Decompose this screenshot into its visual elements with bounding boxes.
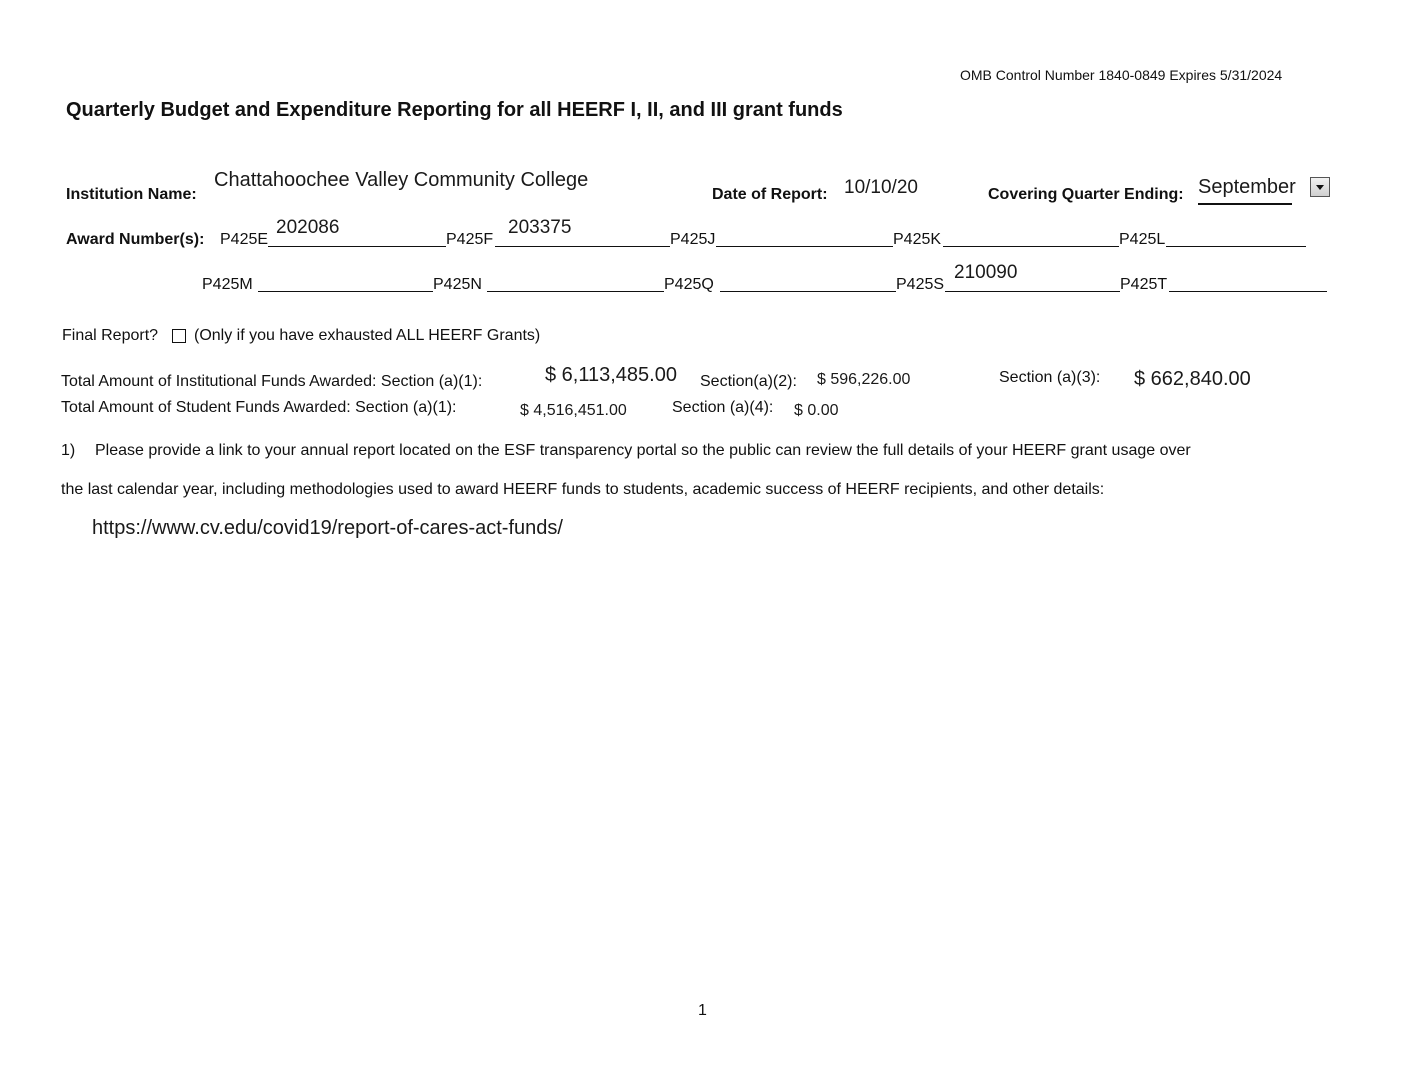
award-code-p425f: P425F bbox=[446, 231, 494, 248]
institutional-funds-label: Total Amount of Institutional Funds Awarded: Section (a)(1): bbox=[61, 373, 483, 390]
award-field-p425s[interactable]: 210090 bbox=[954, 262, 1018, 283]
award-underline-p425n bbox=[487, 291, 664, 292]
page-title: Quarterly Budget and Expenditure Reporting for all HEERF I, II, and III grant funds bbox=[66, 99, 843, 121]
question-text-line1: Please provide a link to your annual report located on the ESF transparency portal so the public can review the full details of your HEERF grant usage over bbox=[95, 442, 1191, 459]
award-code-p425k: P425K bbox=[893, 231, 942, 248]
award-code-p425e: P425E bbox=[220, 231, 269, 248]
award-underline-p425s bbox=[945, 291, 1120, 292]
award-underline-p425l bbox=[1166, 246, 1306, 247]
institution-name-label: Institution Name: bbox=[66, 186, 197, 203]
award-underline-p425t bbox=[1169, 291, 1327, 292]
institutional-a1-field[interactable]: $ 6,113,485.00 bbox=[545, 364, 677, 386]
award-underline-p425e bbox=[268, 246, 446, 247]
award-numbers-label: Award Number(s): bbox=[66, 231, 205, 248]
award-underline-p425j bbox=[716, 246, 893, 247]
award-code-p425m: P425M bbox=[202, 276, 253, 293]
institutional-a2-field[interactable]: $ 596,226.00 bbox=[817, 371, 911, 388]
final-report-label: Final Report? bbox=[62, 327, 159, 344]
award-code-p425s: P425S bbox=[896, 276, 945, 293]
question-number: 1) bbox=[61, 442, 76, 459]
award-field-p425e[interactable]: 202086 bbox=[276, 217, 340, 238]
award-underline-p425m bbox=[258, 291, 433, 292]
student-a1-field[interactable]: $ 4,516,451.00 bbox=[520, 402, 627, 419]
question-text-line2: the last calendar year, including methodologies used to award HEERF funds to students, academic success of HEERF recipients, and other details: bbox=[61, 481, 1105, 498]
institutional-a2-label: Section(a)(2): bbox=[700, 373, 797, 390]
page-number: 1 bbox=[698, 1002, 707, 1019]
covering-quarter-underline bbox=[1198, 203, 1292, 205]
award-code-p425l: P425L bbox=[1119, 231, 1166, 248]
award-underline-p425f bbox=[495, 246, 670, 247]
covering-quarter-select[interactable]: September bbox=[1198, 176, 1296, 198]
institutional-a3-label: Section (a)(3): bbox=[999, 369, 1101, 386]
final-report-checkbox[interactable] bbox=[172, 329, 186, 343]
student-a4-label: Section (a)(4): bbox=[672, 399, 774, 416]
omb-control-number: OMB Control Number 1840-0849 Expires 5/31/2024 bbox=[960, 67, 1283, 83]
date-of-report-label: Date of Report: bbox=[712, 186, 828, 203]
dropdown-arrow-icon[interactable] bbox=[1310, 177, 1330, 197]
covering-quarter-label: Covering Quarter Ending: bbox=[988, 186, 1184, 203]
student-funds-label: Total Amount of Student Funds Awarded: Section (a)(1): bbox=[61, 399, 457, 416]
award-field-p425f[interactable]: 203375 bbox=[508, 217, 572, 238]
annual-report-link-field[interactable]: https://www.cv.edu/covid19/report-of-cares-act-funds/ bbox=[92, 517, 563, 539]
student-a4-field[interactable]: $ 0.00 bbox=[794, 402, 839, 419]
award-code-p425n: P425N bbox=[433, 276, 482, 293]
date-of-report-field[interactable]: 10/10/20 bbox=[844, 177, 918, 198]
award-underline-p425k bbox=[943, 246, 1119, 247]
award-code-p425t: P425T bbox=[1120, 276, 1168, 293]
award-underline-p425q bbox=[720, 291, 896, 292]
final-report-note: (Only if you have exhausted ALL HEERF Grants) bbox=[194, 327, 541, 344]
institution-name-field[interactable]: Chattahoochee Valley Community College bbox=[214, 169, 589, 191]
award-code-p425q: P425Q bbox=[664, 276, 714, 293]
institutional-a3-field[interactable]: $ 662,840.00 bbox=[1134, 368, 1251, 390]
award-code-p425j: P425J bbox=[670, 231, 716, 248]
